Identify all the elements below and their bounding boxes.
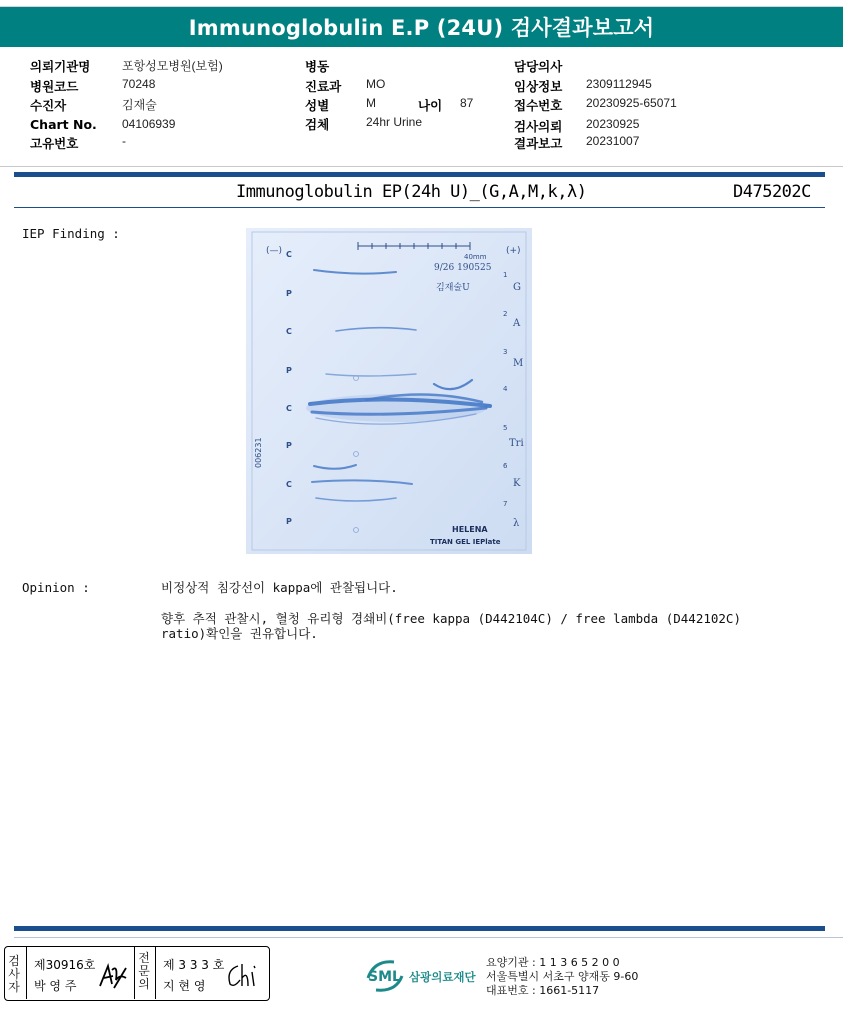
org-code: 요양기관 : 1 1 3 6 5 2 0 0 bbox=[486, 956, 620, 969]
sex-value: M bbox=[366, 96, 376, 110]
patient-label: 수진자 bbox=[30, 98, 67, 113]
gel-haze bbox=[306, 394, 486, 422]
footer-thin-line bbox=[14, 937, 843, 938]
opinion-label: Opinion : bbox=[22, 580, 90, 595]
report-title: Immunoglobulin E.P (24U) 검사결과보고서 bbox=[0, 7, 843, 47]
iep-gel-image bbox=[246, 228, 532, 554]
iep-finding-label: IEP Finding : bbox=[22, 226, 120, 241]
department-value: MO bbox=[366, 77, 386, 91]
chart-no-label: Chart No. bbox=[30, 117, 97, 132]
gel-background bbox=[246, 228, 532, 554]
mark-c-2: C bbox=[286, 327, 292, 336]
opinion-line-2: 향후 추적 관찰시, 혈청 유리형 경쇄비(free kappa (D442104C) / free lambda (D442102C) bbox=[161, 611, 741, 626]
specimen-value: 24hr Urine bbox=[366, 115, 423, 129]
lane-number-5: 5 bbox=[503, 424, 508, 432]
lane-number-1: 1 bbox=[503, 271, 508, 279]
lane-label-lambda: λ bbox=[513, 518, 520, 529]
lane-label-k: K bbox=[513, 478, 521, 489]
mark-p-4: P bbox=[286, 517, 292, 526]
minus-label: (—) bbox=[266, 246, 283, 256]
ward-label: 병동 bbox=[305, 59, 330, 74]
side-id: 006231 bbox=[254, 437, 263, 468]
patient-value: 김재술 bbox=[122, 98, 157, 112]
patient-handwriting: 김재술U bbox=[436, 283, 470, 293]
mark-c-3: C bbox=[286, 404, 292, 413]
mark-p-2: P bbox=[286, 366, 292, 375]
request-date-label: 검사의뢰 bbox=[514, 119, 563, 134]
unique-no-label: 고유번호 bbox=[30, 136, 79, 151]
department-label: 진료과 bbox=[305, 79, 342, 94]
mark-c-1: C bbox=[286, 250, 292, 259]
doctor-label: 담당의사 bbox=[514, 59, 563, 74]
lane-number-6: 6 bbox=[503, 462, 508, 470]
mark-p-1: P bbox=[286, 289, 292, 298]
clinical-info-label: 임상정보 bbox=[514, 79, 563, 94]
lane-number-7: 7 bbox=[503, 500, 508, 508]
sign-divider-1 bbox=[26, 947, 27, 999]
sml-logo-text: SML bbox=[368, 969, 401, 985]
chart-no-value: 04106939 bbox=[122, 117, 176, 131]
lane-label-tri: Tri bbox=[509, 438, 524, 449]
request-date-value: 20230925 bbox=[586, 117, 640, 131]
receipt-no-value: 20230925-65071 bbox=[586, 96, 677, 110]
clinical-info-value: 2309112945 bbox=[586, 77, 652, 91]
date-label: 9/26 190525 bbox=[434, 263, 492, 273]
specialist-license: 제 3 3 3 호 bbox=[163, 958, 225, 972]
hospital-code-label: 병원코드 bbox=[30, 79, 79, 94]
hospital-code-value: 70248 bbox=[122, 77, 156, 91]
org-phone: 대표번호 : 1661-5117 bbox=[486, 984, 600, 997]
hospital-name-label: 의뢰기관명 bbox=[30, 59, 91, 74]
lane-label-g: G bbox=[513, 282, 521, 293]
examiner-name: 박 영 주 bbox=[34, 979, 77, 993]
specialist-name: 지 현 영 bbox=[163, 979, 206, 993]
lane-label-a: A bbox=[513, 318, 521, 329]
scale-label: 40mm bbox=[464, 253, 487, 261]
lane-number-3: 3 bbox=[503, 348, 508, 356]
sign-divider-3 bbox=[155, 947, 156, 999]
test-bottom-line bbox=[14, 207, 825, 208]
age-value: 87 bbox=[460, 96, 474, 110]
top-border bbox=[0, 0, 843, 7]
test-top-bar bbox=[14, 172, 825, 177]
lane-number-2: 2 bbox=[503, 310, 508, 318]
test-title: Immunoglobulin EP(24h U)_(G,A,M,k,λ) bbox=[236, 182, 587, 202]
sex-label: 성별 bbox=[305, 98, 330, 113]
specialist-vertical-label: 전문의 bbox=[138, 951, 150, 991]
header-divider bbox=[0, 166, 843, 167]
report-date-label: 결과보고 bbox=[514, 136, 563, 151]
receipt-no-label: 접수번호 bbox=[514, 98, 563, 113]
gel-product: TITAN GEL IEPlate bbox=[430, 538, 501, 546]
lane-number-4: 4 bbox=[503, 385, 508, 393]
plus-label: (+) bbox=[506, 246, 521, 256]
hospital-name-value: 포항성모병원(보험) bbox=[122, 59, 223, 73]
footer-top-bar bbox=[14, 926, 825, 931]
report-date-value: 20231007 bbox=[586, 134, 640, 148]
gel-brand: HELENA bbox=[452, 525, 488, 534]
unique-no-value: - bbox=[122, 134, 126, 148]
mark-p-3: P bbox=[286, 441, 292, 450]
examiner-signature bbox=[96, 960, 130, 992]
test-code: D475202C bbox=[733, 182, 811, 202]
age-label: 나이 bbox=[418, 98, 443, 113]
opinion-line-3: ratio)확인을 권유합니다. bbox=[161, 626, 318, 641]
specimen-label: 검체 bbox=[305, 117, 330, 132]
specialist-signature bbox=[224, 960, 262, 990]
examiner-license: 제30916호 bbox=[34, 958, 96, 972]
sml-logo-icon bbox=[364, 954, 406, 996]
lane-label-m: M bbox=[513, 358, 524, 369]
org-name: 삼광의료재단 bbox=[409, 970, 476, 984]
mark-c-4: C bbox=[286, 480, 292, 489]
examiner-vertical-label: 검사자 bbox=[8, 954, 20, 994]
org-address: 서울특별시 서초구 양재동 9-60 bbox=[486, 970, 639, 983]
opinion-line-1: 비정상적 침강선이 kappa에 관찰됩니다. bbox=[161, 580, 398, 595]
sign-divider-2 bbox=[134, 947, 135, 999]
